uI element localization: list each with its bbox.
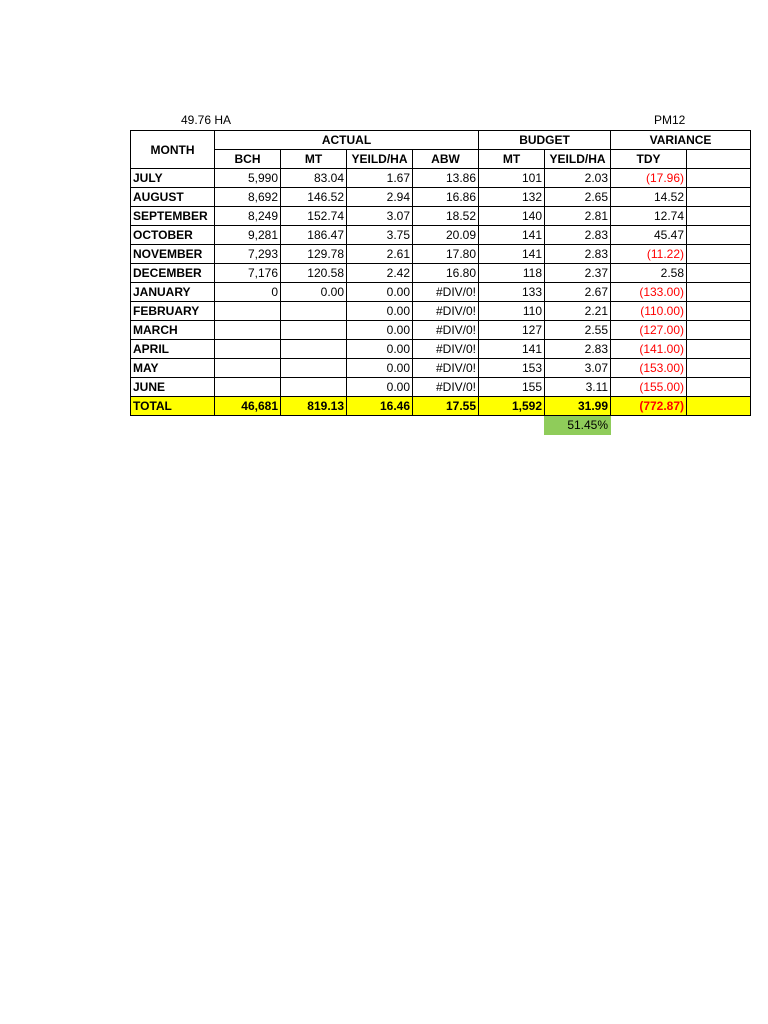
- budget-yield-cell[interactable]: 2.67: [545, 283, 611, 302]
- abw-cell[interactable]: 16.80: [413, 264, 479, 283]
- header-row-2: [131, 150, 751, 169]
- budget-yield-cell[interactable]: 2.81: [545, 207, 611, 226]
- bch-cell[interactable]: 7,293: [215, 245, 281, 264]
- month-cell[interactable]: JANUARY: [131, 283, 215, 302]
- abw-cell[interactable]: #DIV/0!: [413, 378, 479, 397]
- budget-mt-cell[interactable]: 155: [479, 378, 545, 397]
- header-row-1: [131, 131, 751, 150]
- yield-cell[interactable]: 0.00: [347, 321, 413, 340]
- area-label: 49.76 HA: [181, 113, 232, 127]
- budget-mt-header[interactable]: MT: [479, 150, 545, 169]
- abw-cell[interactable]: #DIV/0!: [413, 359, 479, 378]
- total-bch[interactable]: 46,681: [215, 397, 281, 416]
- budget-mt-cell[interactable]: 101: [479, 169, 545, 188]
- budget-yield-cell[interactable]: 2.37: [545, 264, 611, 283]
- budget-yield-cell[interactable]: 3.07: [545, 359, 611, 378]
- tdy-header[interactable]: TDY: [611, 150, 687, 169]
- budget-mt-cell[interactable]: 141: [479, 245, 545, 264]
- total-budget-yield[interactable]: 31.99: [545, 397, 611, 416]
- bch-cell[interactable]: 8,692: [215, 188, 281, 207]
- block-label: PM12: [654, 113, 686, 127]
- empty-cell[interactable]: [347, 416, 413, 435]
- empty-cell[interactable]: [413, 416, 479, 435]
- tdy-cell[interactable]: (141.00): [611, 340, 687, 359]
- month-cell[interactable]: NOVEMBER: [131, 245, 215, 264]
- extra-cell[interactable]: [687, 207, 751, 226]
- table-row: [131, 359, 751, 378]
- table-row: [131, 378, 751, 397]
- actual-header[interactable]: ACTUAL: [215, 131, 479, 150]
- mt-cell[interactable]: 146.52: [281, 188, 347, 207]
- tdy-cell[interactable]: 14.52: [611, 188, 687, 207]
- total-row: [131, 397, 751, 416]
- yield-cell[interactable]: 0.00: [347, 359, 413, 378]
- bch-cell[interactable]: [215, 321, 281, 340]
- abw-cell[interactable]: 16.86: [413, 188, 479, 207]
- mt-header[interactable]: MT: [281, 150, 347, 169]
- mt-cell[interactable]: 186.47: [281, 226, 347, 245]
- month-cell[interactable]: SEPTEMBER: [131, 207, 215, 226]
- total-budget-mt[interactable]: 1,592: [479, 397, 545, 416]
- empty-cell[interactable]: [687, 416, 751, 435]
- budget-mt-cell[interactable]: 153: [479, 359, 545, 378]
- tdy-cell[interactable]: 2.58: [611, 264, 687, 283]
- extra-cell[interactable]: [687, 226, 751, 245]
- yield-table: [130, 130, 751, 435]
- mt-cell[interactable]: [281, 359, 347, 378]
- month-cell[interactable]: JULY: [131, 169, 215, 188]
- month-cell[interactable]: MARCH: [131, 321, 215, 340]
- total-label[interactable]: TOTAL: [131, 397, 215, 416]
- budget-mt-cell[interactable]: 110: [479, 302, 545, 321]
- month-cell[interactable]: FEBRUARY: [131, 302, 215, 321]
- tdy-cell[interactable]: (11.22): [611, 245, 687, 264]
- abw-cell[interactable]: 13.86: [413, 169, 479, 188]
- extra-cell[interactable]: [687, 169, 751, 188]
- mt-cell[interactable]: 129.78: [281, 245, 347, 264]
- budget-yield-cell[interactable]: 2.03: [545, 169, 611, 188]
- mt-cell[interactable]: [281, 321, 347, 340]
- mt-cell[interactable]: 152.74: [281, 207, 347, 226]
- table-row: [131, 245, 751, 264]
- table-row: [131, 283, 751, 302]
- table-row: [131, 321, 751, 340]
- yield-cell[interactable]: 3.07: [347, 207, 413, 226]
- abw-header[interactable]: ABW: [413, 150, 479, 169]
- mt-cell[interactable]: 83.04: [281, 169, 347, 188]
- table-row: [131, 169, 751, 188]
- tdy-cell[interactable]: (110.00): [611, 302, 687, 321]
- budget-mt-cell[interactable]: 132: [479, 188, 545, 207]
- bch-cell[interactable]: 9,281: [215, 226, 281, 245]
- variance-header[interactable]: VARIANCE: [611, 131, 751, 150]
- budget-mt-cell[interactable]: 127: [479, 321, 545, 340]
- budget-yield-cell[interactable]: 2.65: [545, 188, 611, 207]
- extra-cell[interactable]: [687, 397, 751, 416]
- mt-cell[interactable]: [281, 340, 347, 359]
- mt-cell[interactable]: 120.58: [281, 264, 347, 283]
- abw-cell[interactable]: 17.80: [413, 245, 479, 264]
- empty-cell[interactable]: [479, 416, 545, 435]
- empty-cell[interactable]: [281, 416, 347, 435]
- yield-cell[interactable]: 0.00: [347, 283, 413, 302]
- month-cell[interactable]: APRIL: [131, 340, 215, 359]
- total-tdy[interactable]: (772.87): [611, 397, 687, 416]
- bch-header[interactable]: BCH: [215, 150, 281, 169]
- yield-cell[interactable]: 1.67: [347, 169, 413, 188]
- yield-cell[interactable]: 2.42: [347, 264, 413, 283]
- table-row: [131, 226, 751, 245]
- budget-yield-cell[interactable]: 3.11: [545, 378, 611, 397]
- tdy-cell[interactable]: 45.47: [611, 226, 687, 245]
- yield-cell[interactable]: 2.94: [347, 188, 413, 207]
- table-row: [131, 207, 751, 226]
- budget-header[interactable]: BUDGET: [479, 131, 611, 150]
- table-row: [131, 188, 751, 207]
- tdy-cell[interactable]: 12.74: [611, 207, 687, 226]
- empty-cell[interactable]: [131, 416, 215, 435]
- tdy-cell[interactable]: (133.00): [611, 283, 687, 302]
- budget-yield-ha-header[interactable]: YEILD/HA: [545, 150, 611, 169]
- month-cell[interactable]: DECEMBER: [131, 264, 215, 283]
- extra-cell[interactable]: [687, 302, 751, 321]
- bch-cell[interactable]: 8,249: [215, 207, 281, 226]
- bch-cell[interactable]: 7,176: [215, 264, 281, 283]
- yield-cell[interactable]: 3.75: [347, 226, 413, 245]
- spreadsheet: [130, 130, 712, 444]
- budget-yield-cell[interactable]: 2.83: [545, 245, 611, 264]
- tdy-cell[interactable]: (17.96): [611, 169, 687, 188]
- tdy-cell[interactable]: (127.00): [611, 321, 687, 340]
- extra-cell[interactable]: [687, 359, 751, 378]
- budget-mt-cell[interactable]: 133: [479, 283, 545, 302]
- budget-mt-cell[interactable]: 140: [479, 207, 545, 226]
- mt-cell[interactable]: [281, 302, 347, 321]
- bch-cell[interactable]: [215, 340, 281, 359]
- bch-cell[interactable]: [215, 378, 281, 397]
- yield-cell[interactable]: 0.00: [347, 340, 413, 359]
- extra-cell[interactable]: [687, 321, 751, 340]
- extra-cell[interactable]: [687, 188, 751, 207]
- yield-cell[interactable]: 0.00: [347, 302, 413, 321]
- yield-ha-header[interactable]: YEILD/HA: [347, 150, 413, 169]
- budget-yield-cell[interactable]: 2.83: [545, 226, 611, 245]
- mt-cell[interactable]: 0.00: [281, 283, 347, 302]
- total-mt[interactable]: 819.13: [281, 397, 347, 416]
- table-row: [131, 340, 751, 359]
- extra-cell[interactable]: [687, 340, 751, 359]
- abw-cell[interactable]: 20.09: [413, 226, 479, 245]
- budget-yield-cell[interactable]: 2.21: [545, 302, 611, 321]
- extra-cell[interactable]: [687, 378, 751, 397]
- extra-cell[interactable]: [687, 283, 751, 302]
- budget-mt-cell[interactable]: 118: [479, 264, 545, 283]
- mt-cell[interactable]: [281, 378, 347, 397]
- bch-cell[interactable]: 5,990: [215, 169, 281, 188]
- achievement-row: [131, 416, 751, 435]
- empty-cell[interactable]: [611, 416, 687, 435]
- total-yield[interactable]: 16.46: [347, 397, 413, 416]
- month-cell[interactable]: MAY: [131, 359, 215, 378]
- bch-cell[interactable]: [215, 302, 281, 321]
- total-abw[interactable]: 17.55: [413, 397, 479, 416]
- month-cell[interactable]: AUGUST: [131, 188, 215, 207]
- extra-cell[interactable]: [687, 245, 751, 264]
- budget-yield-cell[interactable]: 2.83: [545, 340, 611, 359]
- table-row: [131, 264, 751, 283]
- table-row: [131, 302, 751, 321]
- yield-cell[interactable]: 2.61: [347, 245, 413, 264]
- budget-yield-cell[interactable]: 2.55: [545, 321, 611, 340]
- abw-cell[interactable]: #DIV/0!: [413, 283, 479, 302]
- bch-cell[interactable]: 0: [215, 283, 281, 302]
- abw-cell[interactable]: 18.52: [413, 207, 479, 226]
- tdy-cell[interactable]: (153.00): [611, 359, 687, 378]
- month-cell[interactable]: JUNE: [131, 378, 215, 397]
- budget-mt-cell[interactable]: 141: [479, 226, 545, 245]
- empty-cell[interactable]: [215, 416, 281, 435]
- budget-mt-cell[interactable]: 141: [479, 340, 545, 359]
- month-cell[interactable]: OCTOBER: [131, 226, 215, 245]
- abw-cell[interactable]: #DIV/0!: [413, 321, 479, 340]
- abw-cell[interactable]: #DIV/0!: [413, 302, 479, 321]
- abw-cell[interactable]: #DIV/0!: [413, 340, 479, 359]
- tdy-cell[interactable]: (155.00): [611, 378, 687, 397]
- bch-cell[interactable]: [215, 359, 281, 378]
- month-header[interactable]: MONTH: [131, 131, 215, 169]
- achievement-percent[interactable]: 51.45%: [545, 416, 611, 435]
- extra-header-cell[interactable]: [687, 150, 751, 169]
- extra-cell[interactable]: [687, 264, 751, 283]
- yield-cell[interactable]: 0.00: [347, 378, 413, 397]
